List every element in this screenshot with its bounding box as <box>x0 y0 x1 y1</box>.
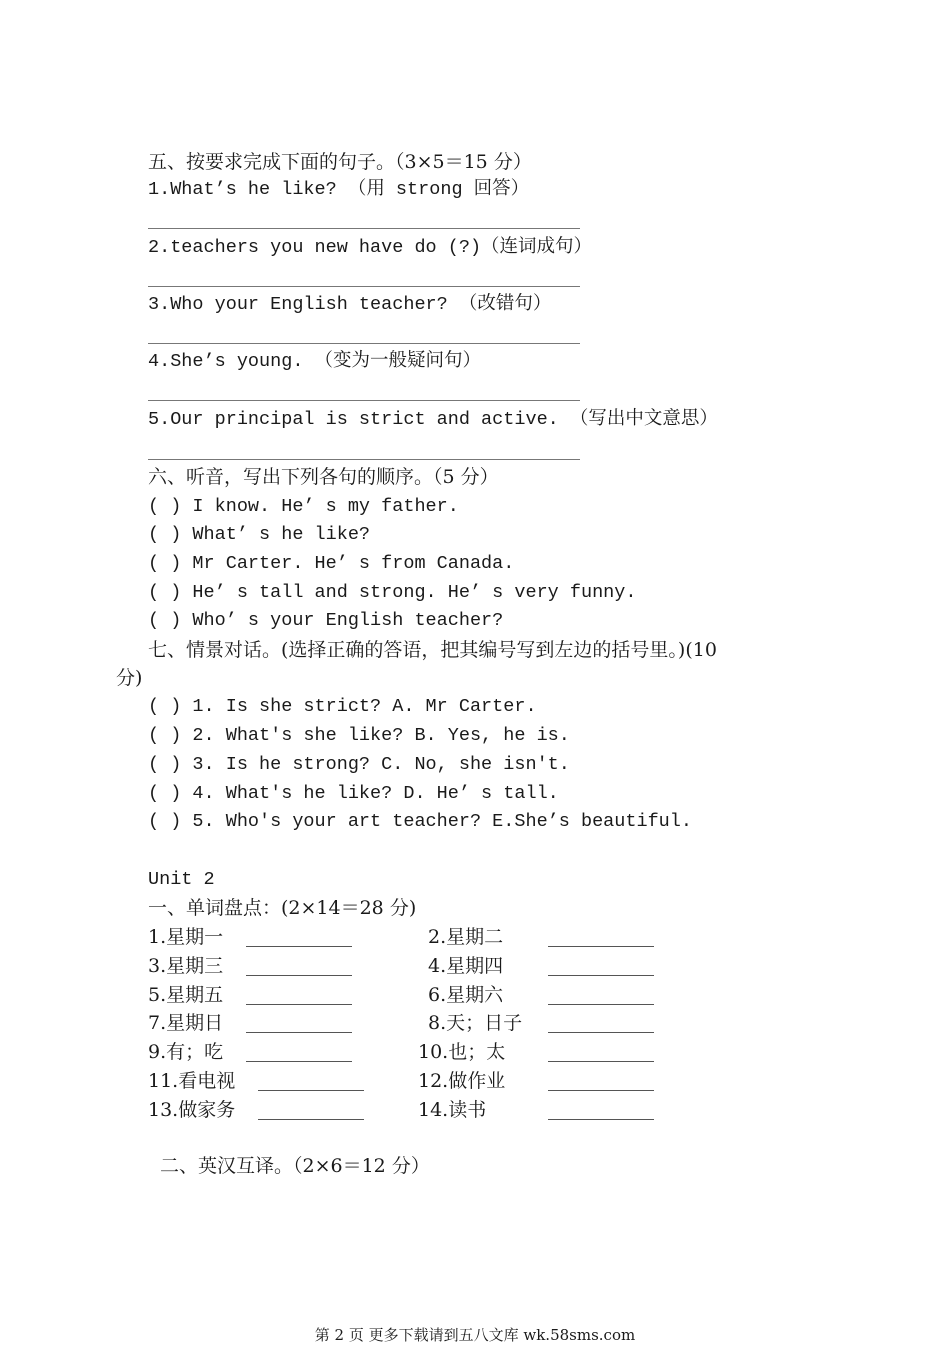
blank-1 <box>246 946 352 947</box>
unit-heading: Unit 2 <box>148 869 215 890</box>
blank-10 <box>548 1061 654 1062</box>
section-5-item-1: 1.What’s he like? （用 strong 回答） <box>148 179 530 200</box>
section-5-title: 五、按要求完成下面的句子。（3×5＝15 分） <box>148 151 532 173</box>
section-5-item-5: 5.Our principal is strict and active. （写出中文意思） <box>148 409 718 430</box>
page-footer: 第 2 页 更多下载请到五八文库 wk.58sms.com <box>314 1326 636 1344</box>
section-6-title: 六、听音，写出下列各句的顺序。（5 分） <box>148 466 499 488</box>
word-10: 10.也；太 <box>418 1041 506 1063</box>
section-5-item-2: 2.teachers you new have do (?)（连词成句） <box>148 237 593 258</box>
section-6-item-3: ( ) Mr Carter. He’ s from Canada. <box>148 553 515 574</box>
answer-line-3 <box>148 343 580 344</box>
blank-4 <box>548 975 654 976</box>
section-5-item-3: 3.Who your English teacher? （改错句） <box>148 294 552 315</box>
blank-7 <box>246 1032 352 1033</box>
word-11: 11.看电视 <box>148 1070 236 1092</box>
answer-line-2 <box>148 286 580 287</box>
section-7-title: 七、情景对话。(选择正确的答语，把其编号写到左边的括号里。)(10 <box>148 639 717 661</box>
word-8: 8.天；日子 <box>428 1012 523 1034</box>
word-4: 4.星期四 <box>428 955 504 977</box>
unit-2-section-1-title: 一、单词盘点：(2×14＝28 分) <box>148 897 417 919</box>
word-12: 12.做作业 <box>418 1070 506 1092</box>
blank-6 <box>548 1004 654 1005</box>
blank-13 <box>258 1119 364 1120</box>
answer-line-4 <box>148 400 580 401</box>
word-3: 3.星期三 <box>148 955 224 977</box>
blank-9 <box>246 1061 352 1062</box>
word-13: 13.做家务 <box>148 1099 236 1121</box>
word-14: 14.读书 <box>418 1099 487 1121</box>
word-6: 6.星期六 <box>428 984 504 1006</box>
section-7-title-cont: 分) <box>116 667 143 689</box>
blank-14 <box>548 1119 654 1120</box>
section-6-item-1: ( ) I know. He’ s my father. <box>148 496 459 517</box>
section-7-item-5: ( ) 5. Who's your art teacher? E.She’s beautiful. <box>148 811 692 832</box>
section-6-item-4: ( ) He’ s tall and strong. He’ s very funny. <box>148 582 637 603</box>
blank-3 <box>246 975 352 976</box>
answer-line-5 <box>148 459 580 460</box>
blank-8 <box>548 1032 654 1033</box>
word-7: 7.星期日 <box>148 1012 224 1034</box>
section-7-item-1: ( ) 1. Is she strict? A. Mr Carter. <box>148 696 537 717</box>
section-6-item-2: ( ) What’ s he like? <box>148 524 371 545</box>
answer-line-1 <box>148 228 580 229</box>
section-7-item-2: ( ) 2. What's she like? B. Yes, he is. <box>148 725 570 746</box>
blank-2 <box>548 946 654 947</box>
blank-5 <box>246 1004 352 1005</box>
word-9: 9.有；吃 <box>148 1041 224 1063</box>
section-5-item-4: 4.She’s young. （变为一般疑问句） <box>148 351 482 372</box>
section-6-item-5: ( ) Who’ s your English teacher? <box>148 610 504 631</box>
blank-12 <box>548 1090 654 1091</box>
word-5: 5.星期五 <box>148 984 224 1006</box>
blank-11 <box>258 1090 364 1091</box>
section-7-item-4: ( ) 4. What's he like? D. He’ s tall. <box>148 783 559 804</box>
unit-2-section-2-title: 二、英汉互译。（2×6＝12 分） <box>160 1155 430 1177</box>
word-1: 1.星期一 <box>148 926 224 948</box>
section-7-item-3: ( ) 3. Is he strong? C. No, she isn't. <box>148 754 570 775</box>
word-2: 2.星期二 <box>428 926 504 948</box>
